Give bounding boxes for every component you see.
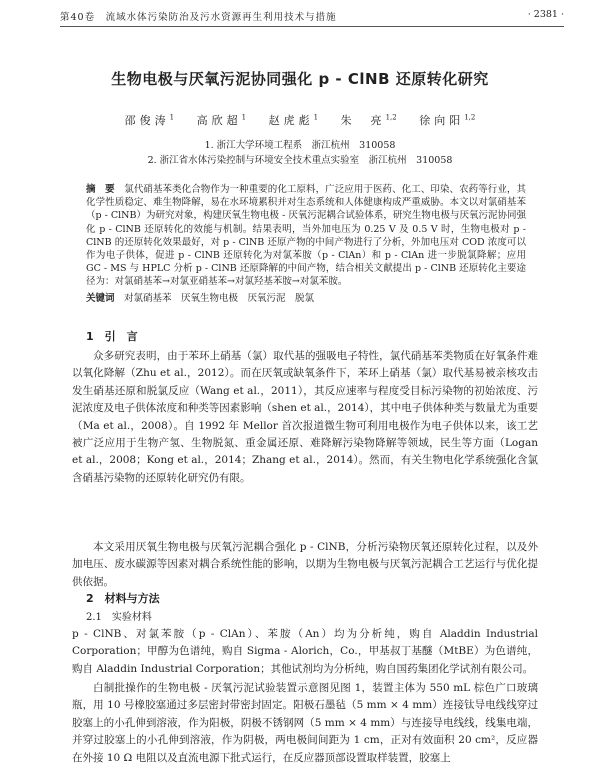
author-list [0,112,600,128]
paper-title: 生物电极与厌氧污泥协同强化 p - ClNB 还原转化研究 [111,70,489,88]
abstract-text: 氯代硝基苯类化合物作为一种重要的化工原料，广泛应用于医药、化工、印染、农药等行业，其化学性质稳定、难生物降解，易在水环境累积并对生态系统和人体健康构成严重威胁。本文以对氯硝基苯（p - ClNB）为研究对象，构建厌氧生物电极 - 厌氧污泥耦合试验体系，研究生物电极与厌氧污泥协同强化 p - ClNB 还原转化的效能与机制。结果表明，当外加电压为 0.25 V 及 0.5 V 时，生物电极对 p - ClNB 的还原转化效果最好，对 p - ClNB 还原产物的中间产物进行了分析，外加电压对 COD 浓度可以作为电子供体，促进 p - ClNB 还原转化为对氯苯胺（p - ClAn）和 p - ClAn 进一步脱氯降解；应用 GC - MS 与 HPLC 分析 p - ClNB 还原降解的中间产物，结合相关文献提出 p - ClNB 还原转化主要途径为：对氯硝基苯→对氯亚硝基苯→对氯羟基苯胺→对氯苯胺。 [86,184,526,288]
author: 高欣超$^1$ [196,113,247,127]
paragraph: p - ClNB、对氯苯胺（p - ClAn）、苯胺（An）均为分析纯，购自 Aladdin Industrial Corporation；甲醇为色谱纯，购自 Sigma - Alorich，Co.，甲基叔丁基醚（MtBE）为色谱纯，购自 Aladdin Industrial Corporation；其他试剂均为分析纯，购自国药集团化学试剂有限公司。 [72,628,538,675]
section-heading: 1 引 言 [86,330,138,343]
author: 朱 亮$^{1,2}$ [340,113,397,127]
author: 邵俊涛$^1$ [124,113,175,127]
paragraph: 本文采用厌氧生物电极与厌氧污泥耦合强化 p - ClNB，分析污染物厌氧还原转化过程，以及外加电压、废水碳源等因素对耦合系统性能的影响，以期为生物电极与厌氧污泥耦合工艺运行与优化提供依据。 [72,541,538,588]
paragraph: 白制批操作的生物电极 - 厌氧污泥试验装置示意图见图 1，装置主体为 550 mL 棕色广口玻璃瓶，用 10 号橡胶塞通过多层密封带密封固定。阳极石墨毡（5 mm × 4 mm）连接钛导电线线穿过胶塞上的小孔伸到溶液，作为阳极，阴极不锈钢网（5 mm × 4 mm）与连接导电线线，线集电端，并穿过胶塞上的小孔伸到溶液，作为阴极，两电极间间距为 1 cm，正对有效面积 20 cm²，反应器在外接 10 Ω 电阻以及直流电源下批式运行，在反应器顶部设置取样装置，胶塞上 [72,682,538,764]
subsection-heading: 2.1 实验材料 [86,612,152,623]
author: 赵虎彪$^1$ [268,113,319,127]
keywords-label: 关键词 [86,293,115,304]
author: 徐向阳$^{1,2}$ [419,113,476,127]
section-heading: 2 材料与方法 [86,592,160,605]
abstract-label: 摘 要 [86,184,115,195]
keywords-text: 对氯硝基苯 厌氧生物电极 厌氧污泥 脱氯 [124,293,315,304]
affiliation: 1. 浙江大学环境工程系 浙江杭州 310058 [204,140,396,151]
running-header [60,6,564,27]
keywords [86,290,526,304]
abstract [86,183,526,289]
page-number: · 2381 · [527,9,564,20]
affiliation: 2. 浙江省水体污染控制与环境安全技术重点实验室 浙江杭州 310058 [147,155,453,166]
paragraph: 众多研究表明，由于苯环上硝基（氯）取代基的强吸电子特性，氯代硝基苯类物质在好氧条件难以氧化降解（Zhu et al.，2012）。而在厌氧或缺氧条件下，苯环上硝基（氯）取代基易被亲核攻击发生硝基还原和脱氯反应（Wang et al.，2011），其反应速率与程度受目标污染物的初始浓度、污泥浓度及电子供体浓度和种类等因素影响（shen et al.，2014），其中电子供体种类与数量尤为重要（Ma et al.，2008）。自 1992 年 Mellor 首次报道微生物可利用电极作为电子供体以来，该工艺被广泛应用于生物产氢、生物脱氮、重金属还原、难降解污染物降解等领域，民生等方面（Logan et al.，2008；Kong et al.，2014；Zhang et al.，2014）。然而，有关生物电化学系统强化含氯含硝基污染物的还原转化研究仍有限。 [72,350,538,484]
running-head: 第40卷 流域水体污染防治及污水资源再生利用技术与措施 [60,12,337,23]
